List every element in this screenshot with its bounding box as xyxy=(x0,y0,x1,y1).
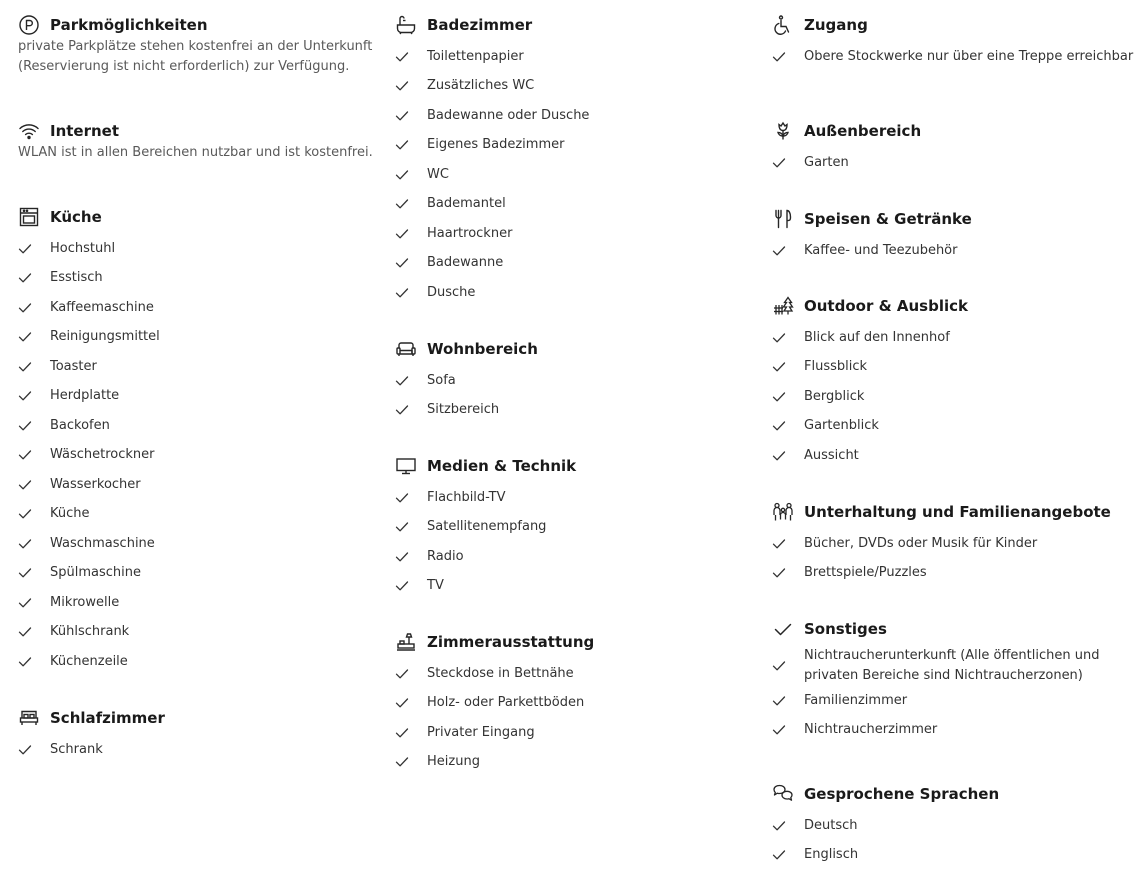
amenity-list xyxy=(395,366,755,425)
amenity-item xyxy=(18,352,373,382)
check-icon xyxy=(395,375,409,387)
section-title: Internet xyxy=(50,122,120,140)
bathtub-icon xyxy=(395,14,417,36)
tree-fence-icon xyxy=(772,295,794,317)
amenity-label: Bademantel xyxy=(427,196,506,212)
amenity-item xyxy=(18,500,373,530)
amenity-label: Küchenzeile xyxy=(50,653,128,669)
check-icon xyxy=(18,538,32,550)
amenity-label: Küche xyxy=(50,506,90,522)
amenity-label: Eigenes Badezimmer xyxy=(427,137,565,153)
section-header xyxy=(772,208,1142,230)
check-icon xyxy=(395,580,409,592)
check-icon xyxy=(395,110,409,122)
section-title: Speisen & Getränke xyxy=(804,210,972,228)
amenity-label: Reinigungsmittel xyxy=(50,329,160,345)
amenity-label: Nichtraucherunterkunft (Alle öffentlichen und privaten Bereiche sind Nichtraucherzonen) xyxy=(804,648,1100,683)
section-title: Küche xyxy=(50,208,102,226)
amenity-item xyxy=(18,559,373,589)
amenity-label: Aussicht xyxy=(804,447,859,463)
check-icon xyxy=(395,697,409,709)
section-title: Gesprochene Sprachen xyxy=(804,785,1000,803)
sofa-icon xyxy=(395,338,417,360)
check-icon xyxy=(395,80,409,92)
amenity-label: Schrank xyxy=(50,741,103,757)
amenity-list xyxy=(772,529,1142,588)
family-icon xyxy=(772,501,794,523)
amenity-item xyxy=(18,470,373,500)
section-header xyxy=(18,206,373,228)
amenity-label: Flachbild-TV xyxy=(427,489,506,505)
amenity-item xyxy=(18,529,373,559)
section-title: Medien & Technik xyxy=(427,457,577,475)
check-icon xyxy=(772,695,786,707)
section-title: Parkmöglichkeiten xyxy=(50,16,208,34)
check-icon xyxy=(772,420,786,432)
accessibility-icon xyxy=(772,14,794,36)
section-title: Wohnbereich xyxy=(427,340,538,358)
section-header xyxy=(18,120,373,142)
check-icon xyxy=(18,361,32,373)
check-icon xyxy=(772,567,786,579)
amenity-label: Toaster xyxy=(50,358,97,374)
check-icon xyxy=(395,404,409,416)
amenity-list xyxy=(772,811,1142,870)
amenity-item xyxy=(395,572,755,602)
oven-icon xyxy=(18,206,40,228)
amenity-item xyxy=(772,811,1142,841)
section-title: Outdoor & Ausblick xyxy=(804,297,968,315)
check-icon xyxy=(772,332,786,344)
check-icon xyxy=(395,169,409,181)
section-header xyxy=(395,338,755,360)
amenity-item xyxy=(395,160,755,190)
section-media xyxy=(395,455,755,601)
amenity-item xyxy=(18,264,373,294)
section-header xyxy=(395,455,755,477)
check-icon xyxy=(395,492,409,504)
amenity-label: Wasserkocher xyxy=(50,476,141,492)
check-icon xyxy=(395,228,409,240)
amenity-label: Privater Eingang xyxy=(427,724,535,740)
amenity-label: Nichtraucherzimmer xyxy=(804,722,938,738)
amenity-list xyxy=(395,483,755,601)
room-icon xyxy=(395,631,417,653)
section-outdoor-view xyxy=(772,295,1142,471)
check-icon xyxy=(18,390,32,402)
amenity-item xyxy=(772,412,1142,442)
check-icon xyxy=(18,449,32,461)
amenity-item xyxy=(395,101,755,131)
section-languages xyxy=(772,783,1142,870)
section-header xyxy=(772,120,1142,142)
amenity-list xyxy=(18,735,373,765)
amenity-item xyxy=(395,718,755,748)
check-icon xyxy=(18,597,32,609)
section-description: WLAN ist in allen Bereichen nutzbar und ist kostenfrei. xyxy=(18,145,373,160)
amenity-label: Dusche xyxy=(427,284,476,300)
amenity-label: Flussblick xyxy=(804,359,868,375)
amenity-item xyxy=(772,353,1142,383)
section-title: Zimmerausstattung xyxy=(427,633,595,651)
amenity-label: Bücher, DVDs oder Musik für Kinder xyxy=(804,535,1038,551)
amenity-item xyxy=(18,382,373,412)
amenity-label: Familienzimmer xyxy=(804,692,908,708)
check-icon xyxy=(18,479,32,491)
section-bedroom xyxy=(18,707,373,765)
wifi-icon xyxy=(18,120,40,142)
amenity-item xyxy=(18,234,373,264)
section-living-area xyxy=(395,338,755,425)
section-access xyxy=(772,14,1142,72)
amenity-item xyxy=(395,190,755,220)
amenity-list xyxy=(772,236,1142,266)
amenity-item xyxy=(395,689,755,719)
amenity-label: Spülmaschine xyxy=(50,565,141,581)
amenity-item xyxy=(395,219,755,249)
amenity-item xyxy=(18,647,373,677)
amenity-label: Radio xyxy=(427,548,464,564)
check-icon xyxy=(395,521,409,533)
check-icon xyxy=(772,820,786,832)
amenity-label: Zusätzliches WC xyxy=(427,78,535,94)
check-icon xyxy=(395,668,409,680)
amenity-label: Satellitenempfang xyxy=(427,519,547,535)
amenity-label: Hochstuhl xyxy=(50,240,116,256)
section-room-amenities xyxy=(395,631,755,777)
amenity-label: Haartrockner xyxy=(427,225,513,241)
amenity-label: Blick auf den Innenhof xyxy=(804,329,950,345)
section-title: Zugang xyxy=(804,16,868,34)
amenity-label: Mikrowelle xyxy=(50,594,120,610)
speech-bubbles-icon xyxy=(772,783,794,805)
amenity-list xyxy=(395,42,755,308)
amenity-item xyxy=(395,542,755,572)
section-header xyxy=(18,14,373,36)
section-title: Sonstiges xyxy=(804,620,887,638)
amenity-label: Steckdose in Bettnähe xyxy=(427,665,574,681)
amenity-label: Toilettenpapier xyxy=(427,48,524,64)
amenity-label: Sitzbereich xyxy=(427,402,500,418)
section-bathroom xyxy=(395,14,755,308)
amenity-item xyxy=(395,131,755,161)
check-icon xyxy=(395,51,409,63)
check-icon xyxy=(772,660,786,672)
section-title: Schlafzimmer xyxy=(50,709,165,727)
check-icon xyxy=(772,849,786,861)
flower-icon xyxy=(772,120,794,142)
amenity-item xyxy=(772,441,1142,471)
amenity-item xyxy=(772,382,1142,412)
amenity-label: Kühlschrank xyxy=(50,624,130,640)
amenity-label: Sofa xyxy=(427,372,456,388)
check-icon xyxy=(395,257,409,269)
amenity-label: Kaffeemaschine xyxy=(50,299,154,315)
section-header xyxy=(18,707,373,729)
amenity-label: Heizung xyxy=(427,754,480,770)
amenity-label: Holz- oder Parkettböden xyxy=(427,695,585,711)
amenity-item xyxy=(18,618,373,648)
amenity-item xyxy=(395,249,755,279)
section-kitchen xyxy=(18,206,373,677)
amenity-item xyxy=(772,686,1142,716)
check-icon xyxy=(395,139,409,151)
amenity-list xyxy=(395,659,755,777)
section-internet xyxy=(18,120,373,163)
checkmark-icon xyxy=(772,618,794,640)
amenity-item xyxy=(395,396,755,426)
check-icon xyxy=(772,157,786,169)
amenity-item xyxy=(395,483,755,513)
amenity-label: Herdplatte xyxy=(50,388,120,404)
tv-icon xyxy=(395,455,417,477)
amenity-item xyxy=(772,148,1142,178)
amenity-list xyxy=(772,646,1142,745)
section-header xyxy=(772,14,1142,36)
section-outdoor-area xyxy=(772,120,1142,178)
amenity-item xyxy=(772,716,1142,746)
check-icon xyxy=(772,450,786,462)
section-header xyxy=(772,295,1142,317)
amenity-label: Kaffee- und Teezubehör xyxy=(804,242,958,258)
amenity-item xyxy=(772,841,1142,871)
section-header xyxy=(772,783,1142,805)
check-icon xyxy=(18,626,32,638)
section-title: Außenbereich xyxy=(804,122,922,140)
amenity-label: Bergblick xyxy=(804,388,865,404)
amenity-label: Brettspiele/Puzzles xyxy=(804,565,927,581)
check-icon xyxy=(18,744,32,756)
cutlery-icon xyxy=(772,208,794,230)
check-icon xyxy=(395,551,409,563)
check-icon xyxy=(18,331,32,343)
amenity-item xyxy=(395,366,755,396)
check-icon xyxy=(18,567,32,579)
amenity-item xyxy=(395,748,755,778)
check-icon xyxy=(772,391,786,403)
amenity-item xyxy=(395,278,755,308)
check-icon xyxy=(395,727,409,739)
check-icon xyxy=(18,302,32,314)
amenity-item xyxy=(395,659,755,689)
amenity-item xyxy=(395,513,755,543)
amenity-label: Esstisch xyxy=(50,270,103,286)
amenity-item xyxy=(772,42,1142,72)
section-header xyxy=(395,631,755,653)
amenity-label: Badewanne oder Dusche xyxy=(427,107,590,123)
check-icon xyxy=(18,656,32,668)
amenity-list xyxy=(18,234,373,677)
check-icon xyxy=(772,245,786,257)
amenity-label: Badewanne xyxy=(427,255,504,271)
section-header xyxy=(772,618,1142,640)
section-parking xyxy=(18,14,373,77)
check-icon xyxy=(18,243,32,255)
amenity-item xyxy=(772,646,1142,686)
amenity-label: Obere Stockwerke nur über eine Treppe erreichbar xyxy=(804,48,1134,64)
amenity-label: Englisch xyxy=(804,847,859,863)
section-description: private Parkplätze stehen kostenfrei an der Unterkunft (Reservierung ist nicht erforderlich) zur Verfügung. xyxy=(18,39,373,74)
bed-icon xyxy=(18,707,40,729)
section-header xyxy=(395,14,755,36)
section-title: Unterhaltung und Familienangebote xyxy=(804,503,1111,521)
amenity-label: Garten xyxy=(804,154,849,170)
amenity-label: WC xyxy=(427,166,449,182)
amenity-label: TV xyxy=(427,578,444,594)
amenity-item xyxy=(772,529,1142,559)
check-icon xyxy=(18,508,32,520)
check-icon xyxy=(395,756,409,768)
amenity-item xyxy=(772,559,1142,589)
amenity-label: Backofen xyxy=(50,417,110,433)
amenity-item xyxy=(18,441,373,471)
amenity-item xyxy=(772,236,1142,266)
amenity-item xyxy=(395,72,755,102)
amenity-list xyxy=(772,323,1142,471)
check-icon xyxy=(18,272,32,284)
amenity-item xyxy=(18,735,373,765)
amenity-list xyxy=(772,42,1142,72)
check-icon xyxy=(395,287,409,299)
amenity-item xyxy=(772,323,1142,353)
amenity-label: Waschmaschine xyxy=(50,535,155,551)
section-misc xyxy=(772,618,1142,745)
amenity-item xyxy=(18,411,373,441)
amenity-label: Gartenblick xyxy=(804,418,879,434)
check-icon xyxy=(772,51,786,63)
amenity-item xyxy=(18,293,373,323)
section-title: Badezimmer xyxy=(427,16,533,34)
amenity-label: Wäschetrockner xyxy=(50,447,155,463)
check-icon xyxy=(18,420,32,432)
section-entertainment-family xyxy=(772,501,1142,588)
amenity-list xyxy=(772,148,1142,178)
check-icon xyxy=(395,198,409,210)
parking-icon xyxy=(18,14,40,36)
amenity-label: Deutsch xyxy=(804,817,858,833)
check-icon xyxy=(772,361,786,373)
section-header xyxy=(772,501,1142,523)
check-icon xyxy=(772,538,786,550)
amenity-item xyxy=(18,588,373,618)
amenity-item xyxy=(395,42,755,72)
section-food-drink xyxy=(772,208,1142,266)
check-icon xyxy=(772,724,786,736)
amenity-item xyxy=(18,323,373,353)
